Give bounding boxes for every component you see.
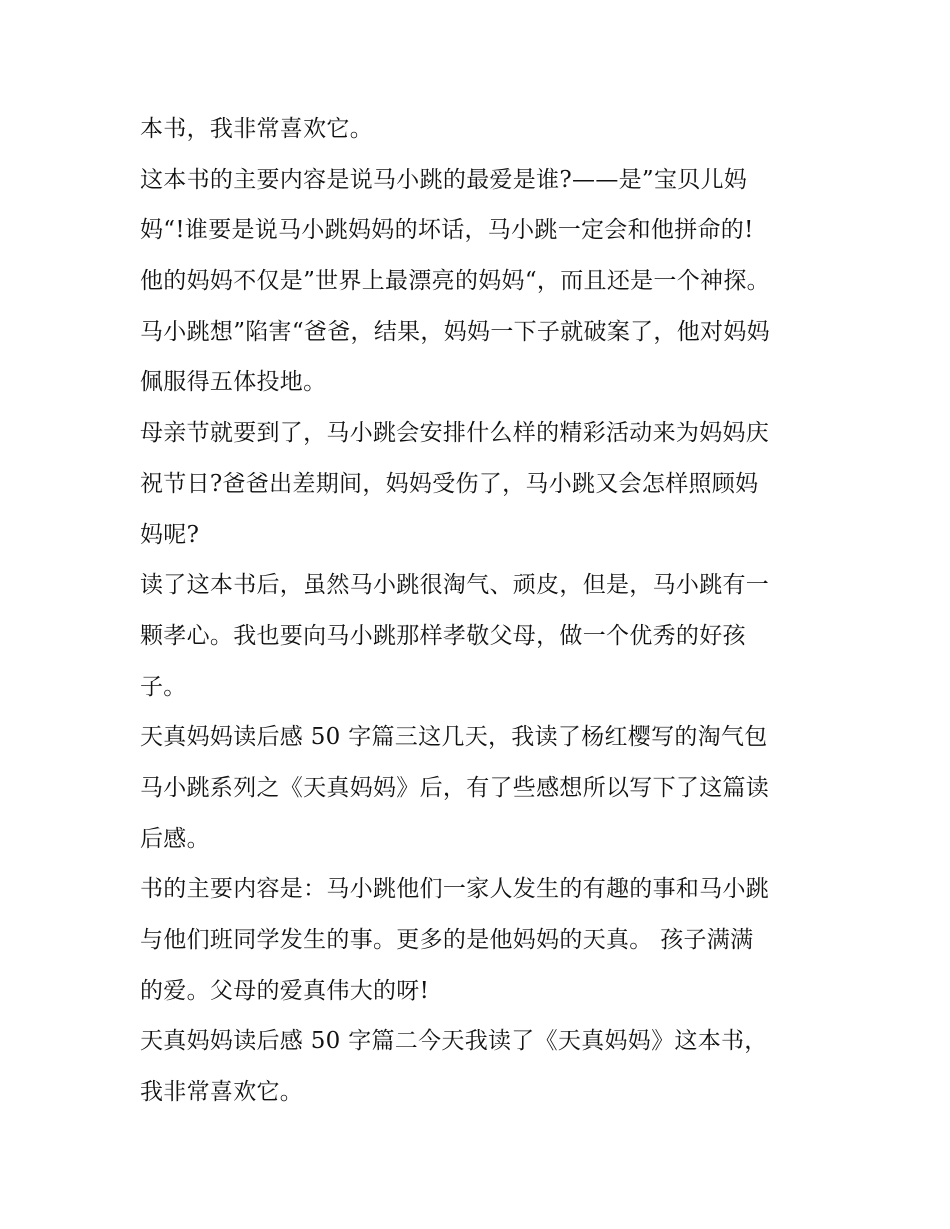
text-line: 马小跳系列之《天真妈妈》后，有了些感想所以写下了这篇读 xyxy=(140,774,770,801)
text-line: 我非常喜欢它。 xyxy=(140,1079,304,1106)
text-line: 颗孝心。我也要向马小跳那样孝敬父母，做一个优秀的好孩 xyxy=(140,622,746,649)
text-line: 祝节日?爸爸出差期间，妈妈受伤了，马小跳又会怎样照顾妈 xyxy=(140,470,759,497)
text-line: 他的妈妈不仅是”世界上最漂亮的妈妈“，而且还是一个神探。 xyxy=(140,268,770,295)
text-line: 后感。 xyxy=(140,825,210,852)
text-line: 妈呢? xyxy=(140,521,200,548)
text-line: 本书，我非常喜欢它。 xyxy=(140,116,373,142)
text-line: 这本书的主要内容是说马小跳的最爱是谁?——是”宝贝儿妈 xyxy=(140,166,748,193)
text-line: 读了这本书后，虽然马小跳很淘气、顽皮，但是，马小跳有一 xyxy=(140,572,770,599)
body-text xyxy=(140,104,820,1118)
text-line: 母亲节就要到了，马小跳会安排什么样的精彩活动来为妈妈庆 xyxy=(140,420,770,447)
text-line: 天真妈妈读后感 50 字篇二今天我读了《天真妈妈》这本书， xyxy=(140,1028,768,1055)
text-line: 天真妈妈读后感 50 字篇三这几天，我读了杨红樱写的淘气包 xyxy=(140,724,768,751)
text-line: 子。 xyxy=(140,673,187,700)
text-line: 佩服得五体投地。 xyxy=(140,369,327,396)
text-line: 书的主要内容是：马小跳他们一家人发生的有趣的事和马小跳 xyxy=(140,876,770,903)
text-line: 妈“!谁要是说马小跳妈妈的坏话，马小跳一定会和他拼命的! xyxy=(140,217,754,244)
text-line: 马小跳想”陷害“爸爸，结果，妈妈一下子就破案了，他对妈妈 xyxy=(140,318,770,345)
text-line: 与他们班同学发生的事。更多的是他妈妈的天真。 孩子满满 xyxy=(140,927,754,953)
text-line: 的爱。父母的爱真伟大的呀! xyxy=(140,977,430,1004)
